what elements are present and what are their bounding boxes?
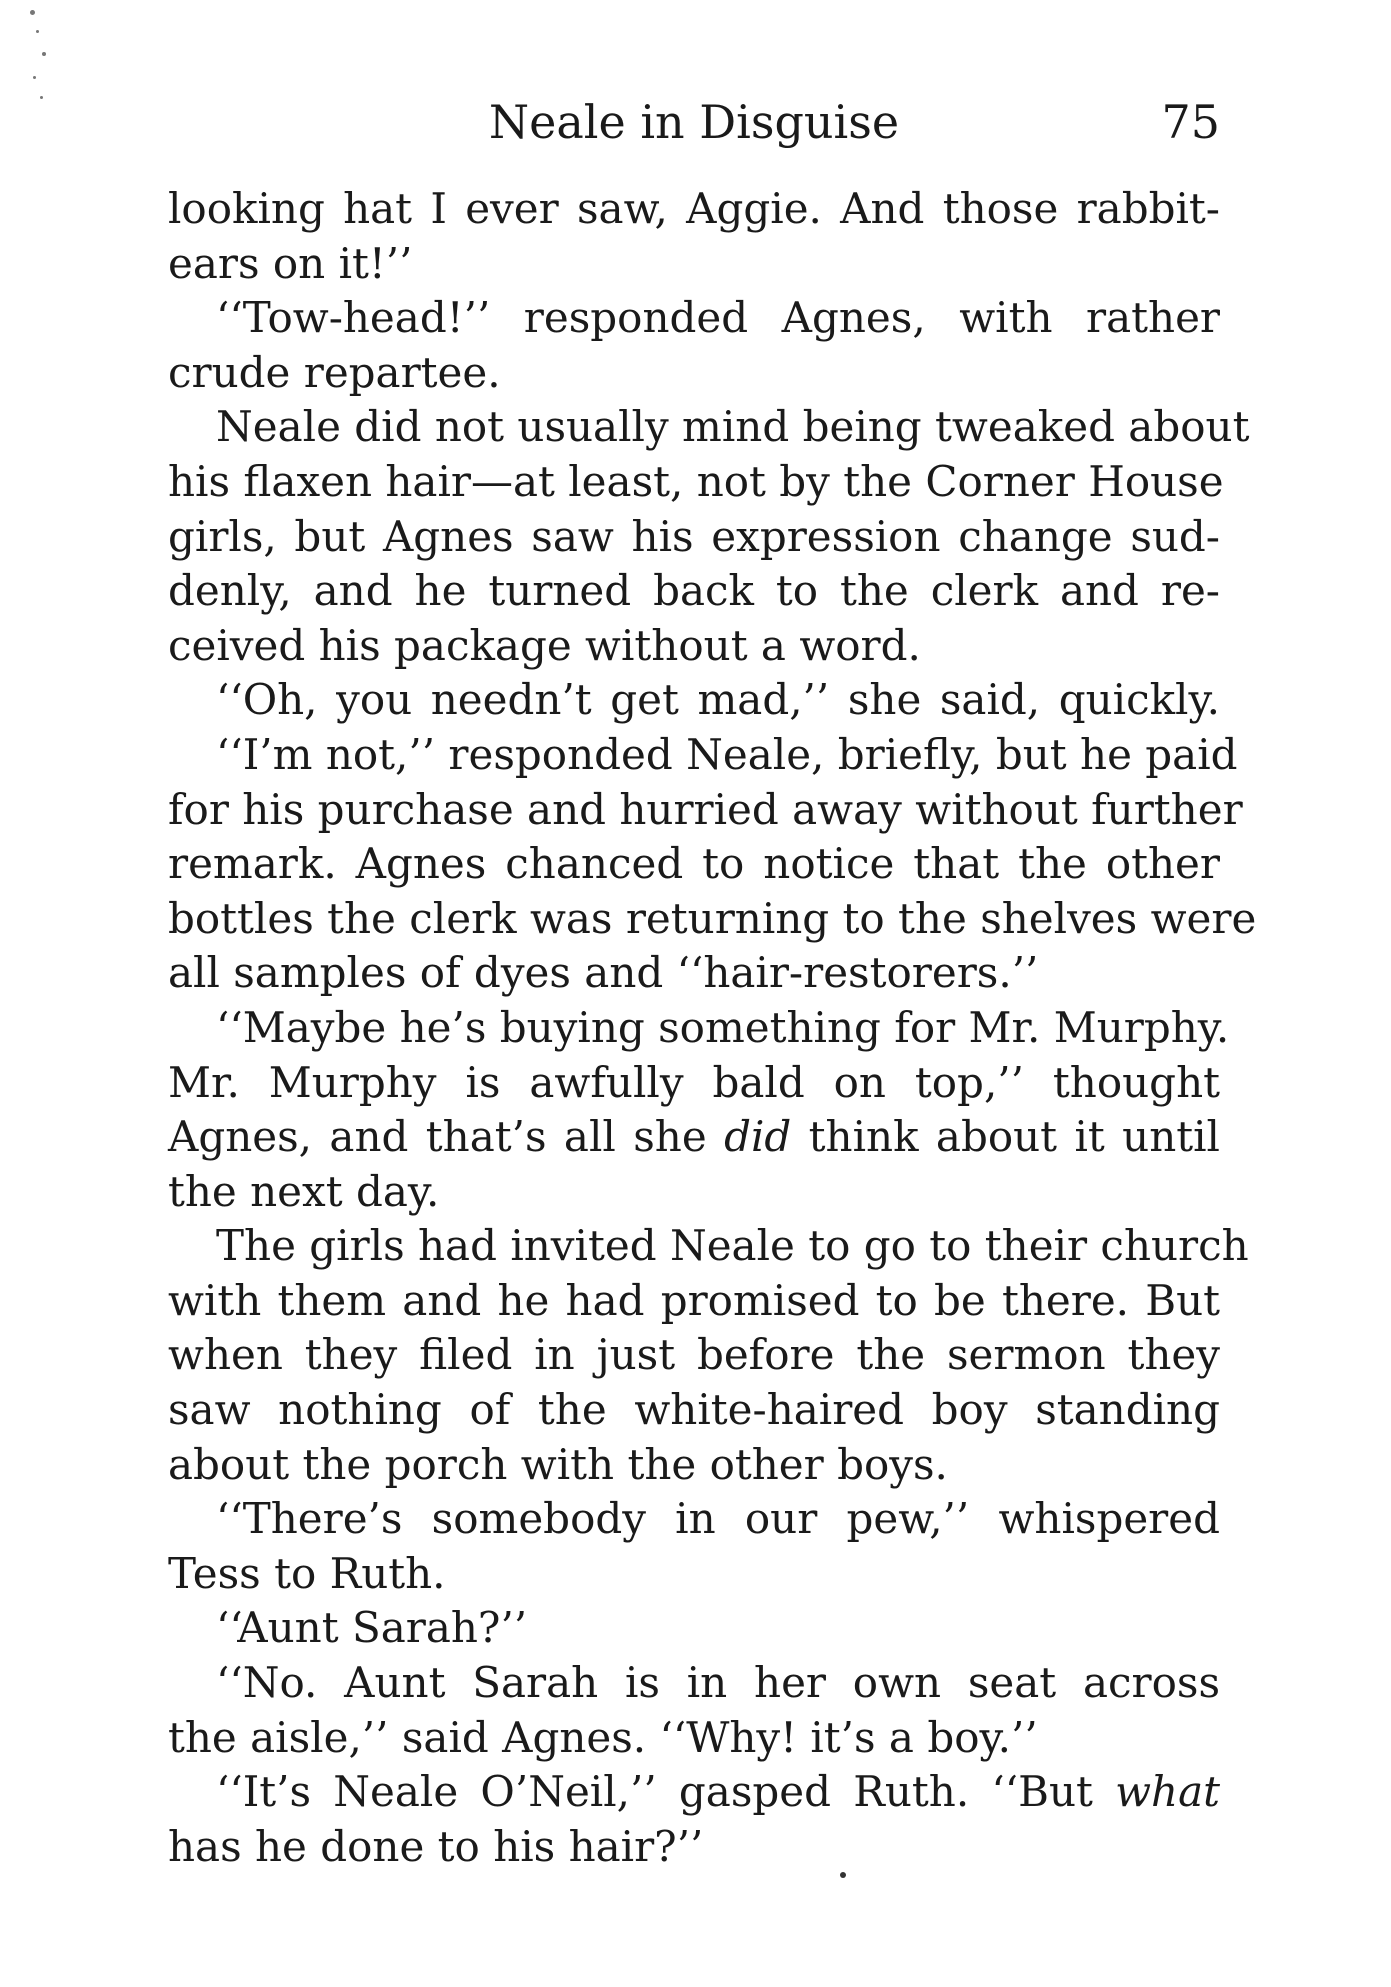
text-line: bottles the clerk was returning to the shelves were <box>168 893 1257 943</box>
text-line: ‘‘Tow-head!’’ responded Agnes, with rather <box>216 293 1220 343</box>
text-segment: Agnes, and that’s all she <box>168 1112 725 1162</box>
text-line: with them and he had promised to be there. But <box>168 1275 1220 1325</box>
text-line: Tess to Ruth. <box>168 1548 446 1598</box>
text-line: saw nothing of the white-haired boy standing <box>168 1385 1220 1435</box>
text-line: ‘‘Aunt Sarah?’’ <box>216 1603 528 1653</box>
running-header <box>168 92 1220 152</box>
text-line: The girls had invited Neale to go to their church <box>216 1221 1249 1271</box>
text-line: girls, but Agnes saw his expression change sud- <box>168 511 1220 561</box>
italic-word: what <box>1115 1767 1220 1817</box>
text-line: the aisle,’’ said Agnes. ‘‘Why! it’s a boy.’’ <box>168 1712 1038 1762</box>
paper-speck <box>40 96 43 99</box>
text-line: all samples of dyes and ‘‘hair-restorers.’’ <box>168 948 1039 998</box>
text-line-mixed <box>168 1765 1220 1820</box>
text-line: looking hat I ever saw, Aggie. And those rabbit- <box>168 184 1220 233</box>
text-line: ceived his package without a word. <box>168 620 921 670</box>
paper-speck <box>33 76 36 79</box>
text-line: the next day. <box>168 1166 440 1216</box>
paper-speck <box>36 30 39 33</box>
text-segment: think about it until <box>791 1112 1220 1162</box>
text-line: Neale did not usually mind being tweaked about <box>216 402 1250 452</box>
paper-speck <box>840 1872 846 1878</box>
page-number: 75 <box>1161 95 1220 149</box>
text-line-mixed <box>168 1110 1220 1165</box>
text-line: Mr. Murphy is awfully bald on top,’’ thought <box>168 1057 1220 1107</box>
text-line: remark. Agnes chanced to notice that the other <box>168 839 1220 889</box>
text-line: ‘‘Maybe he’s buying something for Mr. Murphy. <box>216 1002 1230 1052</box>
text-line: ‘‘I’m not,’’ responded Neale, briefly, but he paid <box>216 729 1238 779</box>
text-line: ‘‘There’s somebody in our pew,’’ whispered <box>216 1494 1220 1544</box>
text-line: when they filed in just before the sermon they <box>168 1330 1220 1380</box>
text-line: ‘‘Oh, you needn’t get mad,’’ she said, quickly. <box>216 675 1220 725</box>
text-segment: ‘‘It’s Neale O’Neil,’’ gasped Ruth. ‘‘But <box>216 1767 1116 1817</box>
paper-speck <box>42 52 46 56</box>
chapter-title: Neale in Disguise <box>488 95 900 149</box>
text-line: his flaxen hair—at least, not by the Corner House <box>168 456 1224 506</box>
text-line: for his purchase and hurried away without further <box>168 784 1243 834</box>
text-line: ‘‘No. Aunt Sarah is in her own seat across <box>216 1658 1220 1708</box>
text-line: crude repartee. <box>168 347 501 397</box>
paper-speck <box>30 10 35 15</box>
page-body <box>168 182 1257 1874</box>
text-line: denly, and he turned back to the clerk and re- <box>168 566 1220 616</box>
text-line: ears on it!’’ <box>168 238 413 288</box>
italic-word: did <box>724 1112 792 1162</box>
text-line: about the porch with the other boys. <box>168 1439 948 1489</box>
text-line: has he done to his hair?’’ <box>168 1821 704 1871</box>
